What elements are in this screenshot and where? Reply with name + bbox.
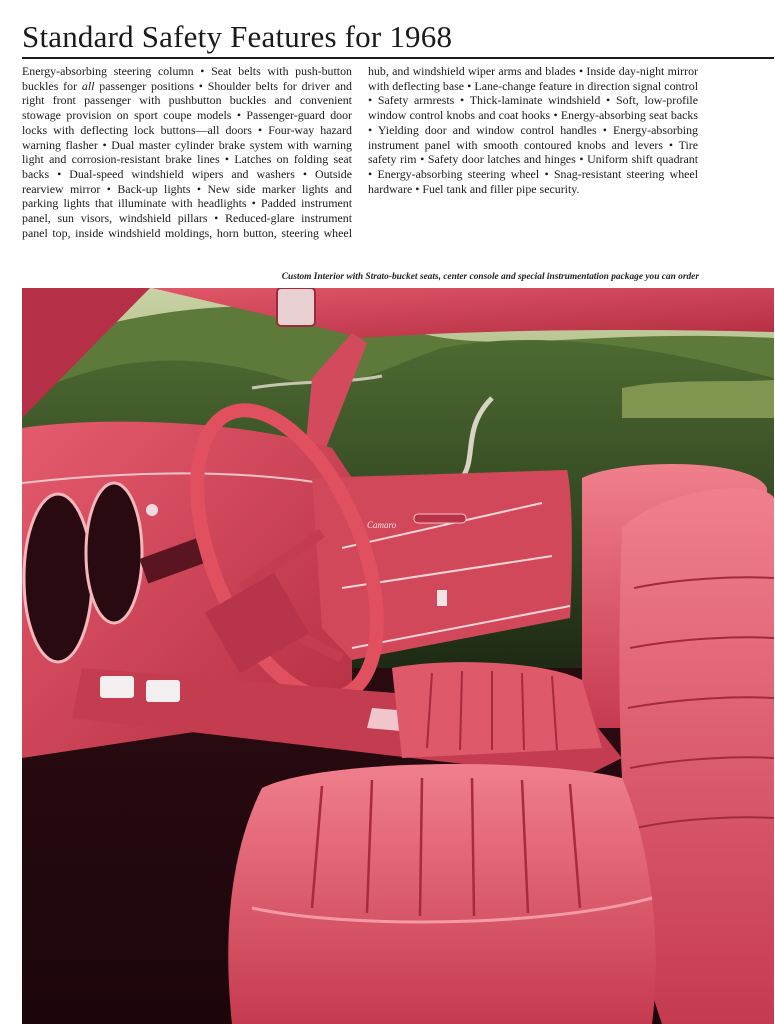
- rearview-mirror: [277, 288, 315, 326]
- gauge-right: [86, 483, 142, 623]
- far-meadow: [622, 380, 774, 418]
- door-handle: [414, 514, 466, 523]
- console-switch-right: [146, 680, 180, 702]
- body-text-emphasis: all: [81, 78, 95, 93]
- door-lock-button: [437, 590, 447, 606]
- console-switch-left: [100, 676, 134, 698]
- interior-illustration: [22, 288, 774, 1024]
- passenger-seat-cushion: [228, 764, 656, 1024]
- safety-features-text: [22, 64, 698, 242]
- page-title: Standard Safety Features for 1968: [22, 19, 453, 54]
- interior-photo: [22, 288, 774, 1024]
- gauge-left: [24, 494, 92, 662]
- body-text-part-1: Energy-absorbing steering column • Seat belts with push-button buckles for: [22, 64, 352, 93]
- title-rule: [22, 57, 774, 59]
- camaro-badge: Camaro: [367, 520, 397, 530]
- driver-seat-cushion: [392, 662, 602, 758]
- body-text-part-2: passenger positions • Shoulder belts for driver and right front passenger with pushbutton buckles and convenient stowage provision on sport coupe models • Passenger-guard door locks with deflecting lock buttons—all doors • Four-way hazard warning flasher • Dual master cylinder brake system with warning light and corrosion-resistant brake lines • Latches on folding seat backs • Dual-speed windshield wipers and washers • Outside rearview mirror • Back-up lights • New side marker lights and parking lights that illuminate with headlights • Padded instrument panel, sun visors, windshield pillars • Reduced-glare instrument panel top, inside windshield moldings, horn button, steering wheel hub, and windshield wiper arms and blades • Inside day-night mirror with deflecting base • Lane-change feature in direction signal control • Safety armrests • Thick-laminate windshield • Soft, low-profile window control knobs and coat hooks • Energy-absorbing seat backs • Yielding door and window control handles • Energy-absorbing instrument panel with smooth contoured knobs and levers • Tire safety rim • Safety door latches and hinges • Uniform shift quadrant • Energy-absorbing steering wheel • Snag-resistant steering wheel hardware • Fuel tank and filler pipe security.: [22, 64, 698, 240]
- dash-knob: [146, 504, 158, 516]
- photo-caption: Custom Interior with Strato-bucket seats, center console and special instrumentation package you can order: [281, 272, 699, 282]
